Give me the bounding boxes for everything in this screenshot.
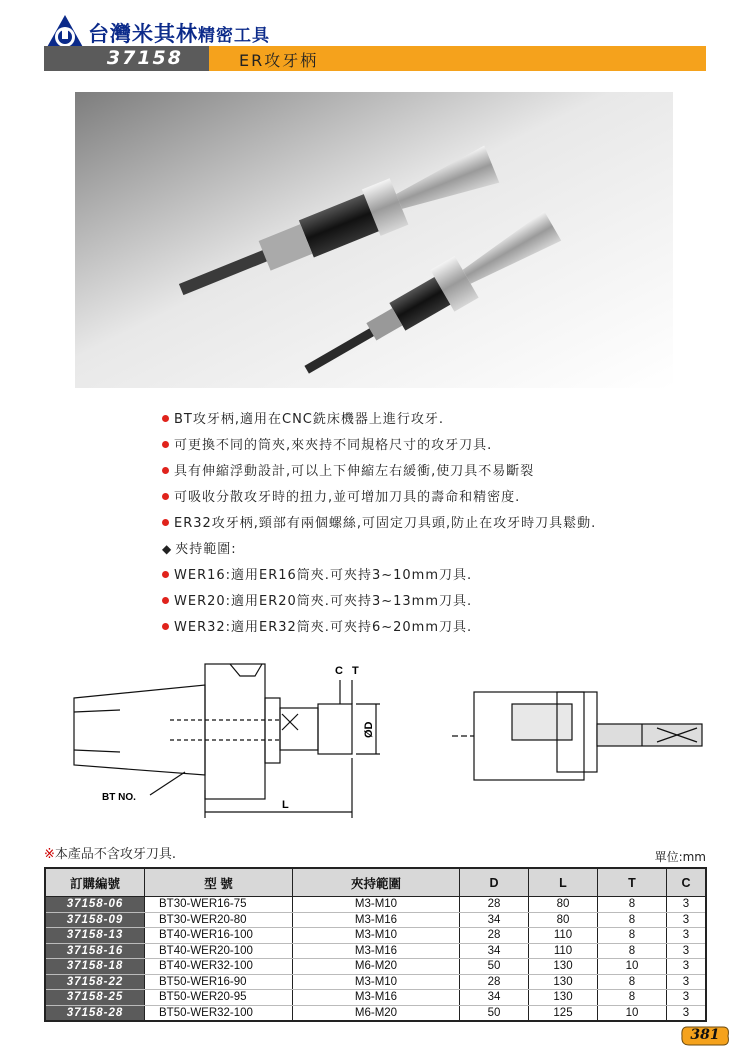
label-bt-no: BT NO. <box>102 792 136 803</box>
cell-order-no: 37158-06 <box>45 897 145 913</box>
cell-clamp-range: M3-M16 <box>293 943 460 959</box>
cell-clamp-range: M6-M20 <box>293 959 460 975</box>
bullet-dot-icon <box>162 441 169 448</box>
cell-model: BT50-WER16-90 <box>145 974 293 990</box>
bullet-dot-icon <box>162 415 169 422</box>
cell-t: 8 <box>598 897 667 913</box>
table-header-row <box>45 868 706 897</box>
cell-model: BT40-WER20-100 <box>145 943 293 959</box>
cell-t: 10 <box>598 1005 667 1021</box>
page-title: ER攻牙柄 <box>239 51 319 70</box>
bullet-dot-icon <box>162 519 169 526</box>
cell-t: 8 <box>598 912 667 928</box>
cell-model: BT40-WER16-100 <box>145 928 293 944</box>
spec-table <box>44 867 707 1022</box>
cell-order-no: 37158-09 <box>45 912 145 928</box>
cell-d: 28 <box>460 897 529 913</box>
cell-d: 34 <box>460 990 529 1006</box>
brand-name <box>88 18 270 48</box>
cell-l: 125 <box>529 1005 598 1021</box>
note-text: 本產品不含攻牙刀具. <box>54 847 177 862</box>
table-row <box>45 943 706 959</box>
cell-order-no: 37158-16 <box>45 943 145 959</box>
cell-t: 8 <box>598 990 667 1006</box>
cell-l: 130 <box>529 990 598 1006</box>
bullet-dot-icon <box>162 571 169 578</box>
clamping-item: WER16:適用ER16筒夾.可夾持3~10mm刀具. <box>162 564 472 583</box>
cell-c: 3 <box>667 1005 707 1021</box>
feature-item: BT攻牙柄,適用在CNC銑床機器上進行攻牙. <box>162 408 444 427</box>
section-drawing <box>452 684 714 788</box>
cell-order-no: 37158-28 <box>45 1005 145 1021</box>
brand-sub: 精密工具 <box>198 26 270 46</box>
table-row <box>45 959 706 975</box>
col-clamp-range: 夾持範圍 <box>293 868 460 897</box>
cell-t: 8 <box>598 943 667 959</box>
cell-t: 8 <box>598 974 667 990</box>
cell-order-no: 37158-25 <box>45 990 145 1006</box>
table-row <box>45 1005 706 1021</box>
cell-d: 50 <box>460 1005 529 1021</box>
cell-l: 110 <box>529 928 598 944</box>
bullet-dot-icon <box>162 467 169 474</box>
cell-clamp-range: M3-M16 <box>293 990 460 1006</box>
cell-d: 34 <box>460 943 529 959</box>
catalog-code-bar <box>44 46 209 71</box>
bullet-dot-icon <box>162 597 169 604</box>
table-row <box>45 928 706 944</box>
cell-clamp-range: M3-M10 <box>293 928 460 944</box>
product-photo <box>75 92 673 388</box>
bullet-dot-icon <box>162 623 169 630</box>
table-row <box>45 897 706 913</box>
table-row <box>45 974 706 990</box>
cell-d: 50 <box>460 959 529 975</box>
cell-c: 3 <box>667 959 707 975</box>
table-row <box>45 912 706 928</box>
cell-t: 8 <box>598 928 667 944</box>
cell-clamp-range: M3-M10 <box>293 974 460 990</box>
cell-l: 130 <box>529 974 598 990</box>
label-t: T <box>352 665 359 677</box>
dimension-drawing <box>60 650 390 830</box>
cell-t: 10 <box>598 959 667 975</box>
title-bar <box>209 46 706 71</box>
clamping-item: WER32:適用ER32筒夾.可夾持6~20mm刀具. <box>162 616 472 635</box>
clamping-heading: ◆ 夾持範圍: <box>162 542 237 557</box>
page-number-badge <box>679 1024 731 1048</box>
feature-item: 可吸收分散攻牙時的扭力,並可增加刀具的壽命和精密度. <box>162 486 520 505</box>
cell-l: 110 <box>529 943 598 959</box>
cell-model: BT50-WER20-95 <box>145 990 293 1006</box>
label-d: ØD <box>363 721 375 738</box>
cell-c: 3 <box>667 912 707 928</box>
cell-c: 3 <box>667 897 707 913</box>
cell-c: 3 <box>667 990 707 1006</box>
cell-d: 28 <box>460 928 529 944</box>
cell-order-no: 37158-22 <box>45 974 145 990</box>
cell-model: BT40-WER32-100 <box>145 959 293 975</box>
cell-c: 3 <box>667 943 707 959</box>
cell-d: 28 <box>460 974 529 990</box>
cell-l: 80 <box>529 897 598 913</box>
cell-c: 3 <box>667 928 707 944</box>
cell-c: 3 <box>667 974 707 990</box>
cell-order-no: 37158-18 <box>45 959 145 975</box>
note-mark: ※ <box>44 847 55 862</box>
unit-label: 單位:mm <box>654 850 706 864</box>
col-d: D <box>460 868 529 897</box>
cell-model: BT50-WER32-100 <box>145 1005 293 1021</box>
cell-order-no: 37158-13 <box>45 928 145 944</box>
cell-clamp-range: M3-M16 <box>293 912 460 928</box>
col-model: 型 號 <box>145 868 293 897</box>
note <box>44 843 176 862</box>
feature-item: 具有伸縮浮動設計,可以上下伸縮左右緩衝,使刀具不易斷裂 <box>162 460 534 479</box>
cell-clamp-range: M3-M10 <box>293 897 460 913</box>
col-order-no: 訂購編號 <box>45 868 145 897</box>
cell-l: 130 <box>529 959 598 975</box>
label-c: C <box>335 665 343 677</box>
cell-model: BT30-WER16-75 <box>145 897 293 913</box>
col-c: C <box>667 868 707 897</box>
feature-item: ER32攻牙柄,頸部有兩個螺絲,可固定刀具頭,防止在攻牙時刀具鬆動. <box>162 512 596 531</box>
cell-l: 80 <box>529 912 598 928</box>
cell-model: BT30-WER20-80 <box>145 912 293 928</box>
page-number: 381 <box>690 1027 720 1043</box>
table-row <box>45 990 706 1006</box>
col-l: L <box>529 868 598 897</box>
diamond-icon: ◆ <box>162 542 173 556</box>
clamping-item: WER20:適用ER20筒夾.可夾持3~13mm刀具. <box>162 590 472 609</box>
label-l: L <box>282 799 289 811</box>
brand-main: 台灣米其林 <box>88 22 198 46</box>
bullet-dot-icon <box>162 493 169 500</box>
feature-item: 可更換不同的筒夾,來夾持不同規格尺寸的攻牙刀具. <box>162 434 492 453</box>
col-t: T <box>598 868 667 897</box>
catalog-code: 37158 <box>106 47 183 69</box>
cell-clamp-range: M6-M20 <box>293 1005 460 1021</box>
cell-d: 34 <box>460 912 529 928</box>
